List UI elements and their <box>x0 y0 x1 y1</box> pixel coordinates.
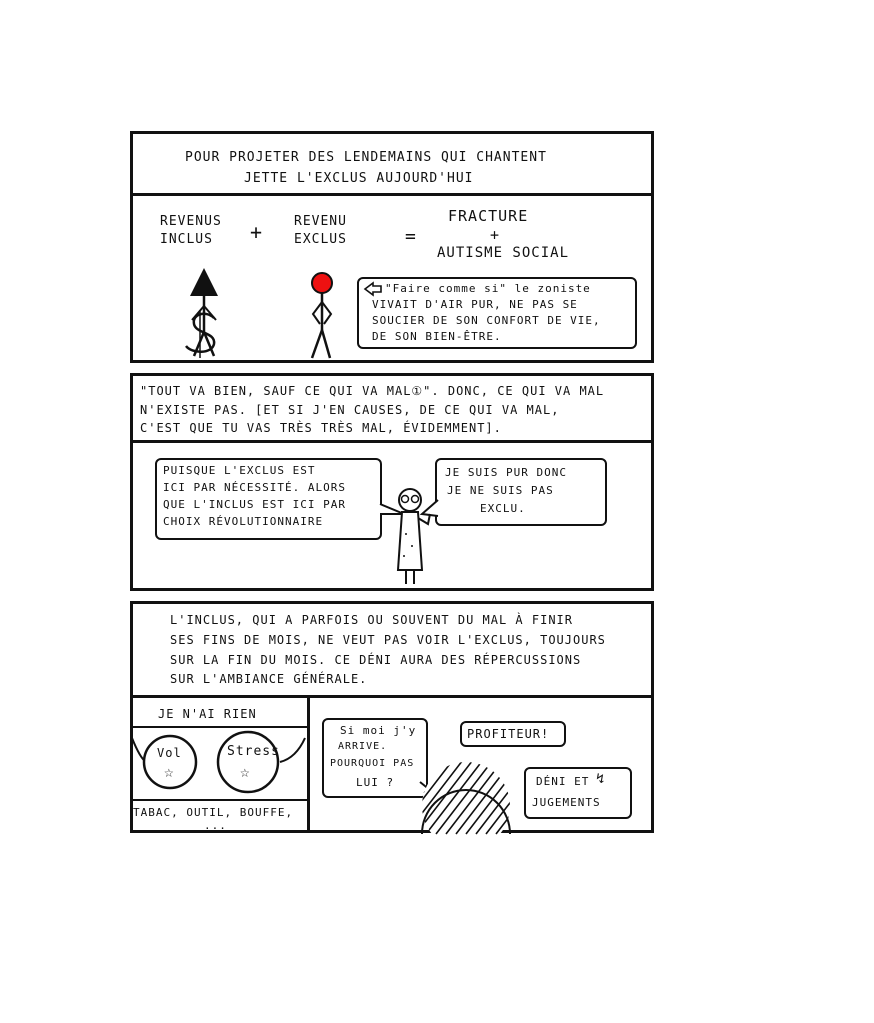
circle-vol-label: Vol <box>157 746 182 760</box>
bubble-si-moi-line-3: POURQUOI PAS <box>330 758 415 769</box>
star-icon: ☆ <box>164 762 175 781</box>
result-autisme-social: AUTISME SOCIAL <box>437 245 570 261</box>
arrow-icon <box>364 282 382 296</box>
quote-line-1: "TOUT VA BIEN, SAUF CE QUI VA MAL①". DONC, CE QUI VA MAL <box>140 384 605 398</box>
caption-line-2: VIVAIT D'AIR PUR, NE PAS SE <box>372 298 578 311</box>
exclus-figure-icon <box>298 266 348 362</box>
panel-1-title-line-2: JETTE L'EXCLUS AUJOURD'HUI <box>244 171 474 186</box>
quote-line-2: N'EXISTE PAS. [ET SI J'EN CAUSES, DE CE QUI VA MAL, <box>140 403 560 417</box>
bubble-right-line-1: JE SUIS PUR DONC <box>445 466 567 479</box>
circles-connector <box>130 728 307 798</box>
circle-stress-label: Stress <box>227 744 280 759</box>
caption-line-1: "Faire comme si" le zoniste <box>385 282 591 295</box>
panel-3-text-line-3: SUR LA FIN DU MOIS. CE DÉNI AURA DES RÉPERCUSSIONS <box>170 653 582 667</box>
star-icon: ☆ <box>240 762 251 781</box>
caption-line-4: DE SON BIEN-ÊTRE. <box>372 330 502 343</box>
equals-sign: = <box>405 226 417 247</box>
plus-sign: + <box>250 220 264 244</box>
revenus-inclus-line-1: REVENUS <box>160 214 222 229</box>
panel-1-title-line-1: POUR PROJETER DES LENDEMAINS QUI CHANTENT <box>185 150 547 165</box>
panel-3-divider <box>130 695 654 698</box>
bubble-right-line-2: JE NE SUIS PAS <box>447 484 554 497</box>
hatched-circle-icon <box>416 756 516 834</box>
lightning-icon: ↯ <box>596 771 606 787</box>
panel-3-text-line-4: SUR L'AMBIANCE GÉNÉRALE. <box>170 672 368 686</box>
inclus-figure-icon <box>170 262 240 362</box>
bubble-left-line-4: CHOIX RÉVOLUTIONNAIRE <box>163 515 324 528</box>
bubble-deni-line-1: DÉNI ET <box>536 775 590 788</box>
revenus-inclus-line-2: INCLUS <box>160 232 213 247</box>
panel-3-vertical-divider <box>307 695 310 833</box>
revenu-exclus-line-1: REVENU <box>294 214 347 229</box>
revenu-exclus-line-2: EXCLUS <box>294 232 347 247</box>
bubble-left-line-2: ICI PAR NÉCESSITÉ. ALORS <box>163 481 346 494</box>
quote-line-3: C'EST QUE TU VAS TRÈS TRÈS MAL, ÉVIDEMMENT]. <box>140 421 502 435</box>
result-plus: + <box>490 226 501 244</box>
bottom-list: TABAC, OUTIL, BOUFFE, <box>133 806 294 819</box>
panel-1-divider <box>130 193 654 196</box>
left-header: JE N'AI RIEN <box>158 707 257 721</box>
panel-3-text-line-1: L'INCLUS, QUI A PARFOIS OU SOUVENT DU MAL À FINIR <box>170 613 574 627</box>
bubble-left-line-1: PUISQUE L'EXCLUS EST <box>163 464 316 477</box>
result-fracture: FRACTURE <box>448 207 529 225</box>
bottom-list-more: ... <box>204 819 227 832</box>
panel-3-left-footer-divider <box>130 799 307 801</box>
robed-figure-icon <box>386 484 440 588</box>
panel-2-divider <box>130 440 654 443</box>
bubble-deni-line-2: JUGEMENTS <box>532 796 601 809</box>
bubble-si-moi-line-4: LUI ? <box>356 776 395 789</box>
caption-line-3: SOUCIER DE SON CONFORT DE VIE, <box>372 314 601 327</box>
bubble-si-moi-line-1: Si moi j'y <box>340 724 417 737</box>
bubble-right-line-3: EXCLU. <box>480 502 526 515</box>
bubble-si-moi-line-2: ARRIVE. <box>338 741 388 752</box>
panel-3-text-line-2: SES FINS DE MOIS, NE VEUT PAS VOIR L'EXCLUS, TOUJOURS <box>170 633 606 647</box>
bubble-profiteur-text: PROFITEUR! <box>467 727 550 741</box>
bubble-left-line-3: QUE L'INCLUS EST ICI PAR <box>163 498 346 511</box>
